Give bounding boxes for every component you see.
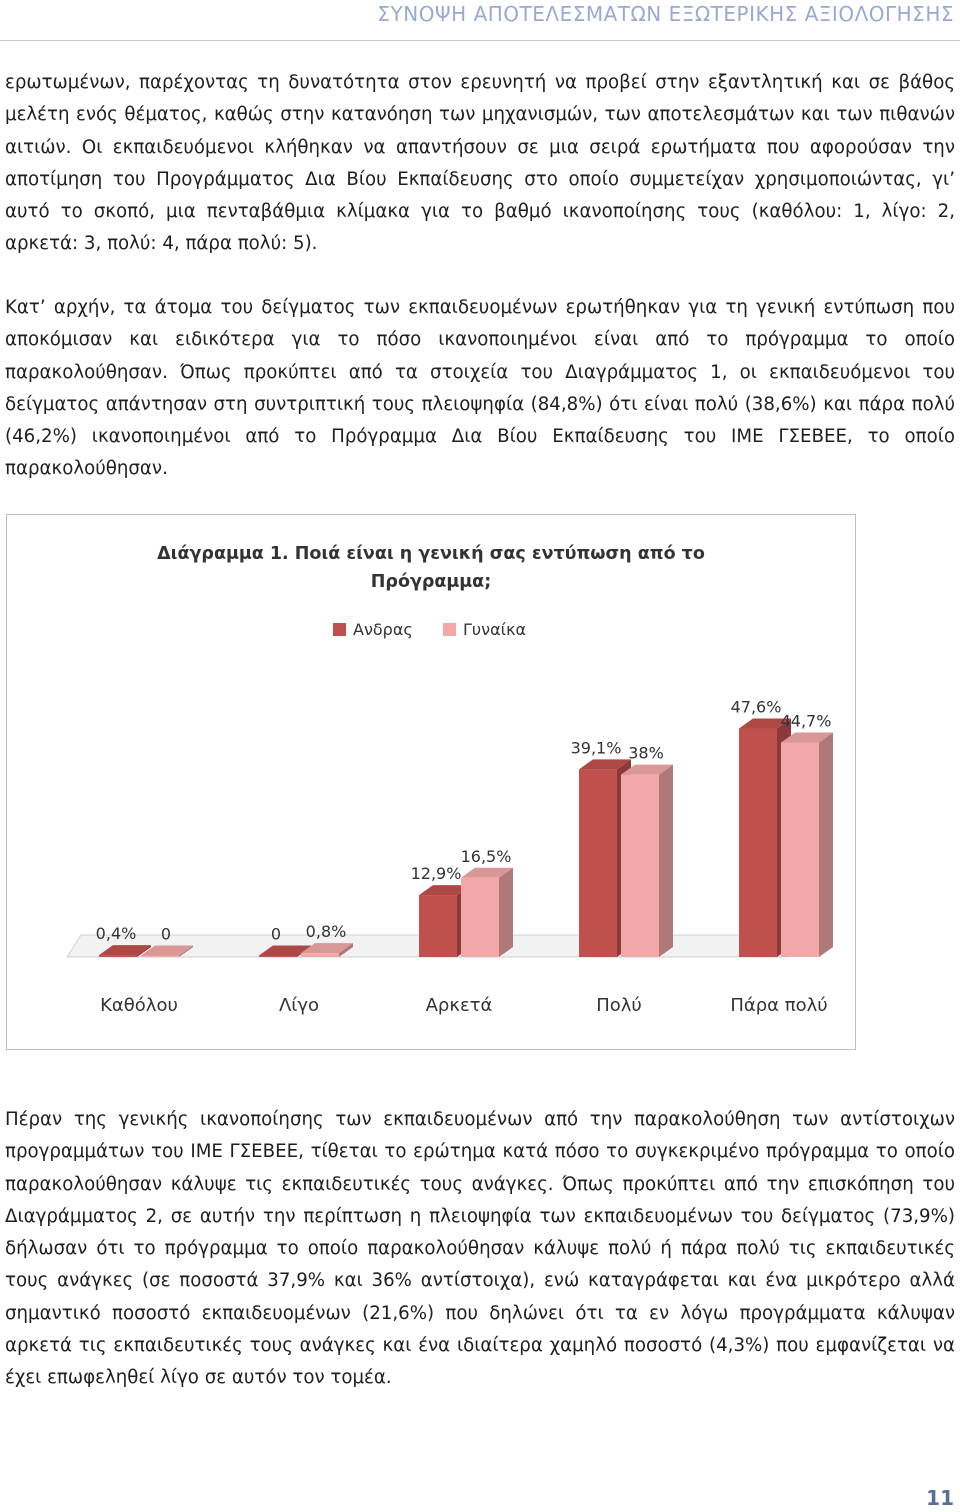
data-label-Αρκετά-s2: 16,5%	[460, 846, 512, 866]
paragraph-2: Κατ’ αρχήν, τα άτομα του δείγματος των εκπαιδευομένων ερωτήθηκαν για τη γενική εντύπωση που αποκόμισαν και ειδικότερα για το πόσο ικανοποιημένοι είναι από το πρόγραμμα το οποίο παρακολούθησαν. Όπως προκύπτει από τα στοιχεία του Διαγράμματος 1, οι εκπαιδευόμενοι του δείγματος απάντησαν στη συντριπτική τους πλειοψηφία (84,8%) ότι είναι πολύ (38,6%) και πάρα πολύ (46,2%) ικανοποιημένοι από το Πρόγραμμα Δια Βίου Εκπαίδευσης του ΙΜΕ ΓΣΕΒΕΕ, το οποίο παρακολούθησαν.	[5, 297, 955, 480]
paragraph-1: ερωτωμένων, παρέχοντας τη δυνατότητα στον ερευνητή να προβεί στην εξαντλητική και σε βάθος μελέτη ενός θέματος, καθώς στην κατανόηση των μηχανισμών, των αποτελεσμάτων και των πιθανών αιτιών. Οι εκπαιδευόμενοι κλήθηκαν να απαντήσουν σε μια σειρά ερωτήματα που αφορούσαν την αποτίμηση του Προγράμματος Δια Βίου Εκπαίδευσης στο οποίο συμμετείχαν χρησιμοποιώντας, γι’ αυτό το σκοπό, μια πενταβάθμια κλίμακα για το βαθμό ικανοποίησης τους (καθόλου: 1, λίγο: 2, αρκετά: 3, πολύ: 4, πάρα πολύ: 5).	[5, 72, 955, 255]
legend-label-1: Ανδρας	[353, 620, 413, 639]
running-header: ΣΥΝΟΨΗ ΑΠΟΤΕΛΕΣΜΑΤΩΝ ΕΞΩΤΕΡΙΚΗΣ ΑΞΙΟΛΟΓΗΣΗΣ	[377, 2, 954, 26]
bar-side-Αρκετά-s2	[499, 868, 513, 957]
chart-bars	[96, 698, 833, 957]
chart-legend	[333, 620, 526, 639]
paragraph-3: Πέραν της γενικής ικανοποίησης των εκπαιδευομένων από την παρακολούθηση των αντίστοιχων προγραμμάτων του ΙΜΕ ΓΣΕΒΕΕ, τίθεται το ερώτημα κατά πόσο το συγκεκριμένο πρόγραμμα το οποίο παρακολούθησαν κάλυψε τις εκπαιδευτικές τους ανάγκες. Όπως προκύπτει από την επισκόπηση του Διαγράμματος 2, σε αυτήν την περίπτωση η πλειοψηφία των εκπαιδευομένων του δείγματος (73,9%) δήλωσαν ότι το πρόγραμμα το οποίο παρακολούθησαν κάλυψε πολύ ή πάρα πολύ τις εκπαιδευτικές τους ανάγκες (σε ποσοστά 37,9% και 36% αντίστοιχα), ενώ καταγράφεται και ένα μικρότερο αλλά σημαντικό ποσοστό εκπαιδευομένων (21,6%) που δηλώνει ότι τα εν λόγω προγράμματα κάλυψαν αρκετά τις εκπαιδευτικές τους ανάγκες και ένα ιδιαίτερα χαμηλό ποσοστό (4,3%) που εμφανίζεται να έχει επωφεληθεί λίγο σε αυτόν τον τομέα.	[5, 1109, 955, 1389]
data-label-Πάρα πολύ-s2: 44,7%	[780, 711, 832, 731]
x-tick-label-5: Πάρα πολύ	[730, 995, 828, 1016]
legend-swatch-2	[443, 623, 456, 636]
bar-Λίγο-s2	[301, 953, 339, 957]
bar-Πάρα πολύ-s1	[739, 729, 777, 957]
chart-title-line-2: Πρόγραμμα;	[370, 572, 492, 592]
data-label-Λίγο-s1: 0	[270, 924, 282, 944]
bar-Πολύ-s2	[621, 775, 659, 957]
bar-Πολύ-s1	[579, 769, 617, 957]
bar-side-Πάρα πολύ-s2	[819, 732, 833, 957]
bar-Καθόλου-s1	[99, 955, 137, 957]
data-label-Πολύ-s2: 38%	[628, 743, 664, 763]
x-tick-label-4: Πολύ	[596, 995, 642, 1016]
data-label-Πολύ-s1: 39,1%	[570, 738, 622, 758]
header-divider	[0, 40, 960, 41]
bar-Λίγο-s1	[259, 956, 297, 958]
chart-title-line-1: Διάγραμμα 1. Ποιά είναι η γενική σας εντύπωση από το	[157, 544, 705, 564]
chart-x-axis-labels	[100, 995, 828, 1016]
chart-diagram-1	[6, 514, 856, 1050]
bar-Καθόλου-s2	[141, 956, 179, 958]
bar-Αρκετά-s2	[461, 878, 499, 957]
data-label-Αρκετά-s1: 12,9%	[410, 864, 462, 884]
chart-svg	[7, 515, 855, 1049]
legend-label-2: Γυναίκα	[463, 620, 527, 639]
bar-Πάρα πολύ-s2	[781, 742, 819, 957]
x-tick-label-1: Καθόλου	[100, 995, 178, 1016]
x-tick-label-2: Λίγο	[278, 995, 320, 1016]
bar-side-Πολύ-s2	[659, 765, 673, 957]
data-label-Καθόλου-s2: 0	[160, 924, 172, 944]
data-label-Πάρα πολύ-s1: 47,6%	[730, 697, 782, 717]
legend-swatch-1	[333, 623, 346, 636]
data-label-Λίγο-s2: 0,8%	[305, 922, 347, 942]
data-label-Καθόλου-s1: 0,4%	[95, 924, 137, 944]
bar-Αρκετά-s1	[419, 895, 457, 957]
x-tick-label-3: Αρκετά	[425, 995, 493, 1016]
page-number: 11	[926, 1486, 954, 1510]
